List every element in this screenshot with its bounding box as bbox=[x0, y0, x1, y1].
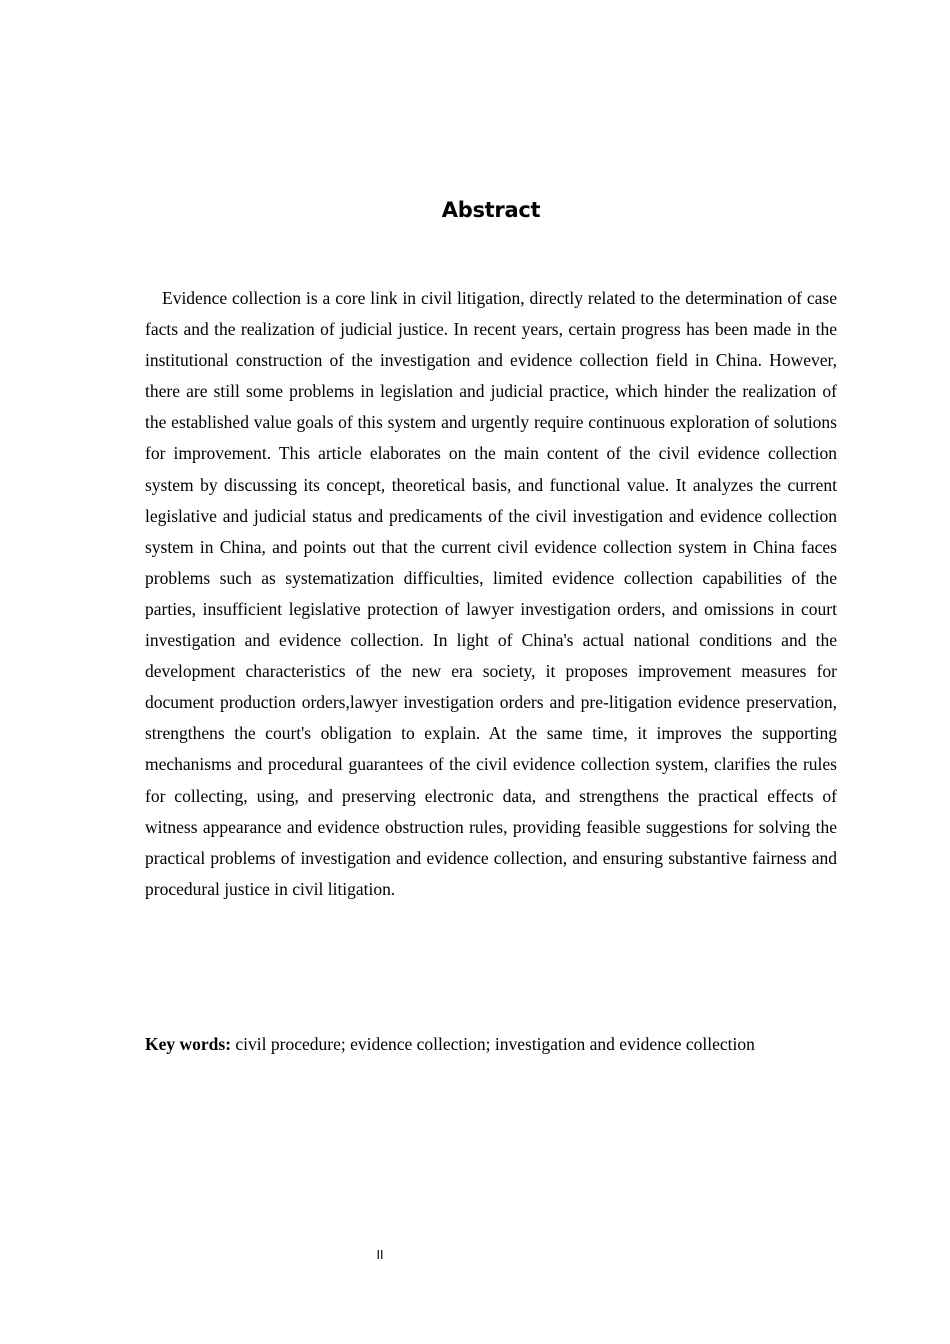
abstract-paragraph: Evidence collection is a core link in civil litigation, directly related to the determination of case facts and the realization of judicial justice. In recent years, certain progress has been made in the institutional construction of the investigation and evidence collection field in China. However, there are still some problems in legislation and judicial practice, which hinder the realization of the established value goals of this system and urgently require continuous exploration of solutions for improvement. This article elaborates on the main content of the civil evidence collection system by discussing its concept, theoretical basis, and functional value. It analyzes the current legislative and judicial status and predicaments of the civil investigation and evidence collection system in China, and points out that the current civil evidence collection system in China faces problems such as systematization difficulties, limited evidence collection capabilities of the parties, insufficient legislative protection of lawyer investigation orders, and omissions in court investigation and evidence collection. In light of China's actual national conditions and the development characteristics of the new era society, it proposes improvement measures for document production orders,lawyer investigation orders and pre-litigation evidence preservation, strengthens the court's obligation to explain. At the same time, it improves the supporting mechanisms and procedural guarantees of the civil evidence collection system, clarifies the rules for collecting, using, and preserving electronic data, and strengthens the practical effects of witness appearance and evidence obstruction rules, providing feasible suggestions for solving the practical problems of investigation and evidence collection, and ensuring substantive fairness and procedural justice in civil litigation. bbox=[145, 288, 837, 899]
keywords-label: Key words: bbox=[145, 1034, 232, 1054]
keywords-paragraph bbox=[145, 1028, 837, 1060]
keywords-list: civil procedure; evidence collection; investigation and evidence collection bbox=[235, 1034, 755, 1054]
abstract-title: Abstract bbox=[441, 198, 541, 222]
page-number: II bbox=[376, 1248, 384, 1262]
